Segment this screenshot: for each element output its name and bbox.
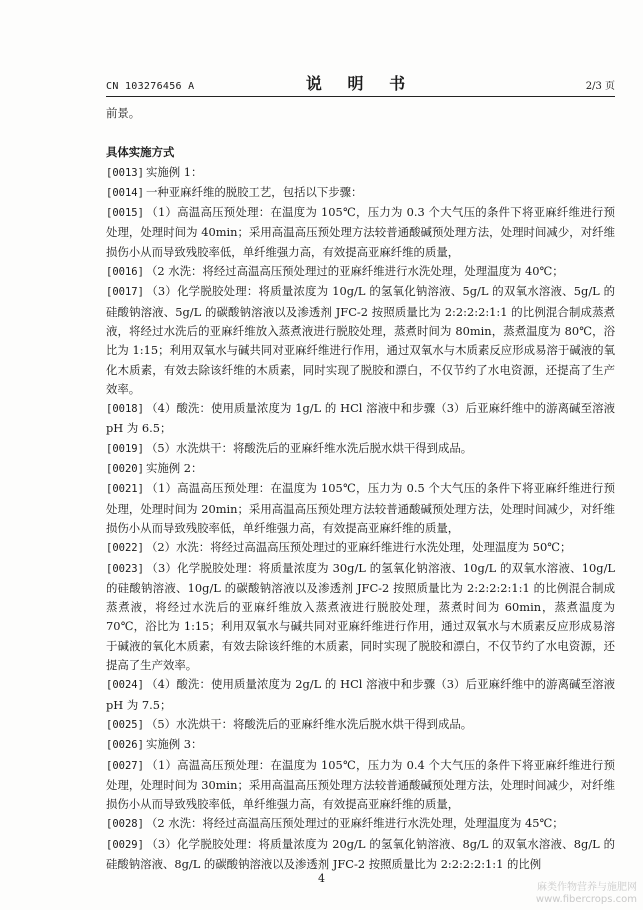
paragraph-text: （2）水洗：将经过高温高压预处理过的亚麻纤维进行水洗处理，处理温度为 50℃；	[146, 540, 572, 555]
paragraph-text: （1）高温高压预处理：在温度为 105℃，压力为 0.5 个大气压的条件下将亚麻纤维进行预处理，处理时间为 20min；采用高温高压预处理方法较普通酸碱预处理方法，处理时间减少，对纤维损伤小从而导致残胶率低，单纤维强力高，有效提高亚麻纤维的质量，	[106, 481, 615, 535]
paragraph-text: （1）高温高压预处理：在温度为 105℃，压力为 0.3 个大气压的条件下将亚麻纤维进行预处理，处理时间为 40min；采用高温高压预处理方法较普通酸碱预处理方法，处理时间减少，对纤维损伤小从而导致残胶率低，单纤维强力高，有效提高亚麻纤维的质量，	[106, 205, 615, 259]
paragraph	[106, 559, 615, 676]
paragraph-text: 实施例 3：	[146, 737, 203, 752]
paragraph-number: [0020]	[106, 463, 144, 476]
section-heading: 具体实施方式	[106, 145, 175, 160]
paragraph-text: （3）化学脱胶处理：将质量浓度为 20g/L 的氢氧化钠溶液、8g/L 的双氧水溶液、8g/L 的硅酸钠溶液、8g/L 的碳酸钠溶液以及渗透剂 JFC-2 按照质量比为 2:2:2:2:1:1 的比例	[106, 836, 615, 871]
paragraph-number: [0021]	[106, 483, 144, 496]
paragraph	[106, 203, 615, 262]
paragraph-number: [0016]	[106, 266, 144, 279]
paragraph-list	[106, 163, 615, 875]
paragraph-text: （1）高温高压预处理：在温度为 105℃，压力为 0.4 个大气压的条件下将亚麻纤维进行预处理，处理时间为 30min；采用高温高压预处理方法较普通酸碱预处理方法，处理时间减少，对纤维损伤小从而导致残胶率低，单纤维强力高，有效提高亚麻纤维的质量，	[106, 757, 615, 812]
paragraph-text: （4）酸洗：使用质量浓度为 2g/L 的 HCl 溶液中和步骤（3）后亚麻纤维中的游离碱至溶液 pH 为 7.5；	[106, 677, 615, 712]
paragraph	[106, 399, 615, 439]
paragraph-number: [0026]	[106, 739, 144, 752]
publication-number: CN 103276456 A	[106, 81, 195, 92]
paragraph-text: 实施例 1：	[146, 164, 203, 179]
paragraph	[106, 538, 615, 558]
paragraph-number: [0025]	[106, 718, 144, 731]
paragraph-number: [0023]	[106, 562, 144, 575]
paragraph-number: [0013]	[106, 166, 144, 179]
paragraph-number: [0019]	[106, 442, 144, 455]
paragraph-text: （2 水洗：将经过高温高压预处理过的亚麻纤维进行水洗处理，处理温度为 45℃；	[146, 816, 564, 831]
paragraph-text: （5）水洗烘干：将酸洗后的亚麻纤维水洗后脱水烘干得到成品。	[146, 716, 473, 731]
paragraph	[106, 756, 615, 815]
paragraph-text: （3）化学脱胶处理：将质量浓度为 30g/L 的氢氧化钠溶液、10g/L 的双氧水溶液、10g/L 的硅酸钠溶液、10g/L 的碳酸钠溶液以及渗透剂 JFC-2 按照质量比为 2:2:2:2:1:1 的比例混合制成蒸煮液，将经过水洗后的亚麻纤维放入蒸煮液进行脱胶处理，蒸煮时间为 60min，蒸煮温度为 70℃，浴比为 1:15；利用双氧水与碱共同对亚麻纤维进行作用，通过双氧水与木质素反应形成易溶于碱液的氧化木质素，有效去除该纤维的木质素，同时实现了脱胶和漂白，不仅节约了水电资源，还提高了生产效率。	[106, 560, 615, 673]
paragraph-text: 一种亚麻纤维的脱胶工艺，包括以下步骤：	[146, 184, 363, 199]
paragraph-number: [0024]	[106, 679, 144, 692]
document-title: 说 明 书	[305, 74, 416, 93]
paragraph-text: 实施例 2：	[146, 461, 203, 476]
watermark	[536, 882, 637, 906]
paragraph	[106, 262, 615, 282]
paragraph	[106, 675, 615, 715]
paragraph-number: [0027]	[106, 759, 144, 772]
watermark-url: www.fibercrops.com	[535, 894, 637, 905]
paragraph-number: [0028]	[106, 818, 144, 831]
page-indicator: 2/3 页	[585, 81, 615, 92]
paragraph	[106, 439, 615, 459]
paragraph	[106, 459, 615, 479]
paragraph-number: [0022]	[106, 542, 144, 555]
paragraph	[106, 183, 615, 203]
document-body	[106, 104, 615, 874]
paragraph-number: [0018]	[106, 403, 144, 416]
page-header	[106, 72, 615, 97]
page-number: 4	[318, 872, 325, 885]
paragraph	[106, 715, 615, 735]
intro-text: 前景。	[106, 106, 141, 120]
paragraph-text: （4）酸洗：使用质量浓度为 1g/L 的 HCl 溶液中和步骤（3）后亚麻纤维中的游离碱至溶液 pH 为 6.5；	[106, 401, 615, 436]
paragraph-text: （2 水洗：将经过高温高压预处理过的亚麻纤维进行水洗处理，处理温度为 40℃；	[146, 264, 564, 279]
paragraph	[106, 814, 615, 834]
paragraph	[106, 282, 615, 399]
paragraph-number: [0015]	[106, 207, 144, 220]
paragraph	[106, 835, 615, 875]
paragraph-text: （3）化学脱胶处理：将质量浓度为 10g/L 的氢氧化钠溶液、5g/L 的双氧水溶液、5g/L 的硅酸钠溶液、5g/L 的碳酸钠溶液以及渗透剂 JFC-2 按照质量比为 2:2:2:2:1:1 的比例混合制成蒸煮液，将经过水洗后的亚麻纤维放入蒸煮液进行脱胶处理，蒸煮时间为 80min，蒸煮温度为 80℃，浴比为 1:15；利用双氧水与碱共同对亚麻纤维进行作用，通过双氧水与木质素反应形成易溶于碱液的氧化木质素，有效去除该纤维的木质素，同时实现了脱胶和漂白，不仅节约了水电资源，还提高了生产效率。	[106, 284, 615, 396]
paragraph-number: [0014]	[106, 186, 144, 199]
paragraph	[106, 735, 615, 755]
paragraph-number: [0029]	[106, 838, 144, 851]
watermark-site-name: 麻类作物营养与施肥网	[537, 882, 637, 893]
paragraph	[106, 479, 615, 538]
paragraph	[106, 163, 615, 183]
paragraph-text: （5）水洗烘干：将酸洗后的亚麻纤维水洗后脱水烘干得到成品。	[146, 440, 473, 455]
paragraph-number: [0017]	[106, 286, 144, 299]
